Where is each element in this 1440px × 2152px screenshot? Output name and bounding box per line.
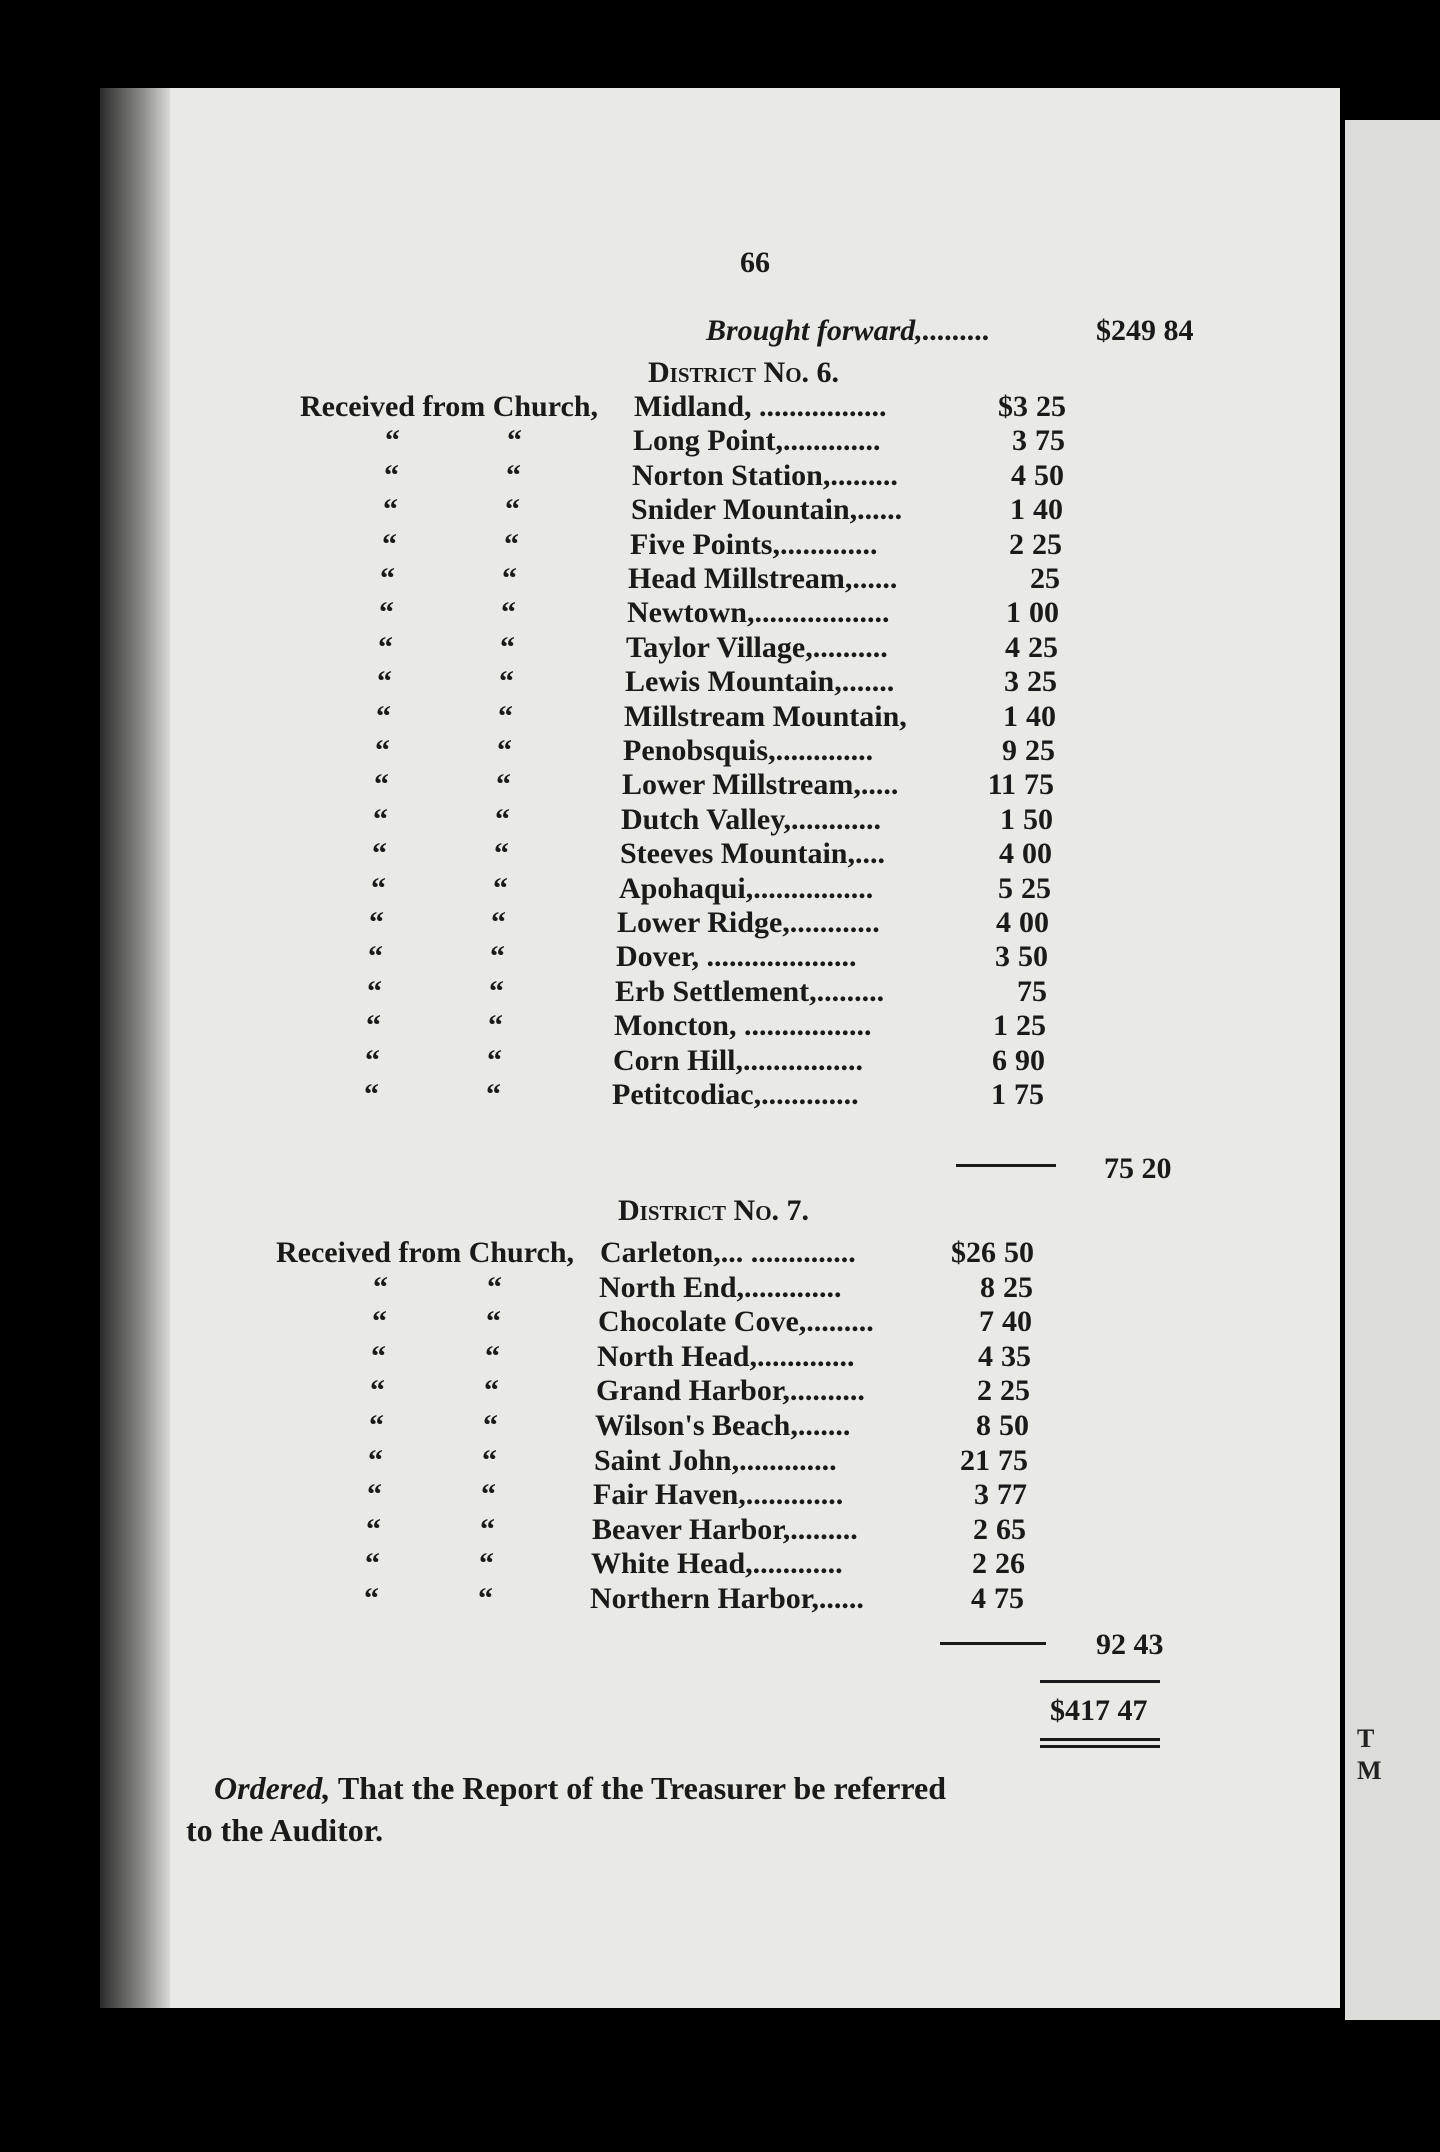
district-7-subtotal: 92 43 xyxy=(1096,1628,1164,1661)
amount-cents: 00 xyxy=(1022,837,1052,871)
amount-dollars: 8 xyxy=(980,1270,995,1304)
amount-cents: 75 xyxy=(1017,974,1047,1008)
ditto-mark: “ xyxy=(493,871,508,905)
ditto-mark: “ xyxy=(483,1409,498,1442)
contribution-row xyxy=(100,872,1340,906)
ditto-mark: “ xyxy=(497,734,512,767)
amount-cents: 25 xyxy=(1027,665,1057,699)
ditto-mark: “ xyxy=(368,940,383,974)
church-name: Snider Mountain,...... xyxy=(631,493,903,527)
district-7-heading: District No. 7. xyxy=(618,1194,810,1227)
amount-dollars: 1 xyxy=(1003,699,1018,733)
contribution-row xyxy=(100,734,1340,768)
contribution-row xyxy=(100,1305,1340,1339)
church-name: Long Point,............. xyxy=(633,424,881,458)
contribution-row xyxy=(100,1374,1340,1408)
amount-cents: 25 xyxy=(1016,1009,1046,1043)
church-name: Carleton,... .............. xyxy=(600,1236,856,1269)
amount-dollars: 1 xyxy=(1000,802,1015,836)
facing-page-edge xyxy=(1345,120,1440,2020)
ditto-mark: “ xyxy=(366,1512,381,1546)
contribution-row xyxy=(100,1582,1340,1616)
amount-cents: 40 xyxy=(1002,1305,1032,1339)
ditto-mark: “ xyxy=(491,906,506,939)
brought-forward-label: Brought forward,......... xyxy=(706,314,991,347)
ditto-mark: “ xyxy=(495,802,510,836)
ditto-mark: “ xyxy=(504,527,519,561)
amount-dollars: 1 xyxy=(991,1078,1006,1111)
contribution-row xyxy=(100,700,1340,734)
contribution-row xyxy=(100,803,1340,837)
received-from-label: Received from Church, xyxy=(276,1236,575,1269)
church-name: Lower Millstream,..... xyxy=(622,768,899,802)
amount-dollars: 4 xyxy=(1011,458,1026,492)
ditto-mark: “ xyxy=(364,1582,379,1615)
amount-dollars: 5 xyxy=(998,871,1013,905)
amount-cents: 25 xyxy=(1021,871,1051,905)
church-name: White Head,............ xyxy=(591,1547,843,1581)
contribution-row xyxy=(100,1444,1340,1478)
brought-forward-amount: $249 84 xyxy=(1096,314,1194,347)
ditto-mark: “ xyxy=(369,906,384,939)
ditto-mark: “ xyxy=(373,1270,388,1304)
contribution-row xyxy=(100,665,1340,699)
church-name: Moncton, ................. xyxy=(614,1009,872,1043)
church-name: Northern Harbor,...... xyxy=(590,1582,864,1615)
amount-dollars: 4 xyxy=(978,1339,993,1373)
amount-dollars: 2 xyxy=(972,1547,987,1581)
ditto-mark: “ xyxy=(484,1374,499,1408)
church-name: Penobsquis,............. xyxy=(623,734,874,767)
ditto-mark: “ xyxy=(494,837,509,871)
ditto-mark: “ xyxy=(371,871,386,905)
grand-total: $417 47 xyxy=(1050,1694,1148,1727)
amount-dollars: 4 xyxy=(1005,630,1020,664)
grand-total-double-rule-2 xyxy=(1040,1745,1160,1748)
ditto-mark: “ xyxy=(364,1078,379,1111)
contribution-row xyxy=(100,1340,1340,1374)
contribution-row xyxy=(100,390,1340,424)
amount-dollars: 2 xyxy=(977,1374,992,1408)
contribution-row xyxy=(100,1078,1340,1112)
church-name: Chocolate Cove,......... xyxy=(598,1305,874,1339)
ditto-mark: “ xyxy=(498,699,513,733)
amount-cents: 25 xyxy=(1028,630,1058,664)
amount-dollars: 1 xyxy=(1006,596,1021,630)
ditto-mark: “ xyxy=(372,1305,387,1339)
ditto-mark: “ xyxy=(486,1078,501,1111)
ditto-mark: “ xyxy=(367,1478,382,1512)
amount-cents: 40 xyxy=(1033,493,1063,527)
ditto-mark: “ xyxy=(382,527,397,561)
ditto-mark: “ xyxy=(379,596,394,630)
ditto-mark: “ xyxy=(507,424,522,458)
amount-dollars: 11 xyxy=(987,768,1016,802)
church-name: Norton Station,......... xyxy=(632,458,898,492)
facing-fragment-2: M xyxy=(1357,1756,1382,1785)
ordered-line-2: to the Auditor. xyxy=(186,1812,384,1848)
ditto-mark: “ xyxy=(376,699,391,733)
ditto-mark: “ xyxy=(487,1043,502,1077)
amount-dollars: 9 xyxy=(1002,734,1017,767)
church-name: Wilson's Beach,....... xyxy=(595,1409,851,1442)
contribution-row xyxy=(100,906,1340,940)
church-name: Dover, .................... xyxy=(616,940,857,974)
ordered-text: That the Report of the Treasurer be referred xyxy=(330,1770,947,1806)
contribution-row xyxy=(100,1009,1340,1043)
ditto-mark: “ xyxy=(365,1547,380,1581)
amount-dollars: 1 xyxy=(1010,493,1025,527)
amount-cents: 50 xyxy=(1034,458,1064,492)
ordered-line-1 xyxy=(214,1768,946,1808)
contribution-row xyxy=(100,528,1340,562)
ditto-mark: “ xyxy=(481,1478,496,1512)
contribution-row xyxy=(100,459,1340,493)
church-name: Lower Ridge,............ xyxy=(617,906,880,939)
amount-cents: 00 xyxy=(1029,596,1059,630)
ditto-mark: “ xyxy=(378,630,393,664)
ditto-mark: “ xyxy=(374,768,389,802)
church-name: Five Points,............. xyxy=(630,527,878,561)
contribution-row xyxy=(100,940,1340,974)
ditto-mark: “ xyxy=(385,424,400,458)
ordered-lead: Ordered, xyxy=(214,1770,331,1806)
amount-cents: 75 xyxy=(994,1582,1024,1615)
amount-cents: 75 xyxy=(998,1443,1028,1477)
ditto-mark: “ xyxy=(486,1305,501,1339)
church-name: Newtown,.................. xyxy=(627,596,890,630)
amount-dollars: $26 xyxy=(951,1236,996,1269)
ditto-mark: “ xyxy=(505,493,520,527)
amount-cents: 75 xyxy=(1024,768,1054,802)
contribution-row xyxy=(100,631,1340,665)
ditto-mark: “ xyxy=(499,665,514,699)
ditto-mark: “ xyxy=(366,1009,381,1043)
ditto-mark: “ xyxy=(367,974,382,1008)
amount-cents: 26 xyxy=(995,1547,1025,1581)
district-6-subtotal: 75 20 xyxy=(1104,1152,1172,1185)
amount-cents: 25 xyxy=(1030,562,1060,595)
amount-dollars: 3 xyxy=(974,1478,989,1512)
amount-dollars: 21 xyxy=(960,1443,990,1477)
church-name: Petitcodiac,............. xyxy=(612,1078,859,1111)
church-name: Lewis Mountain,....... xyxy=(625,665,895,699)
church-name: Taylor Village,.......... xyxy=(626,630,888,664)
amount-dollars: 2 xyxy=(1009,527,1024,561)
ditto-mark: “ xyxy=(372,837,387,871)
district-6-heading: District No. 6. xyxy=(648,356,840,389)
amount-dollars: 4 xyxy=(996,906,1011,939)
contribution-row xyxy=(100,768,1340,802)
amount-dollars: 4 xyxy=(971,1582,986,1615)
contribution-row xyxy=(100,1409,1340,1443)
ditto-mark: “ xyxy=(377,665,392,699)
ditto-mark: “ xyxy=(384,458,399,492)
church-name: Midland, ................. xyxy=(634,390,887,423)
ditto-mark: “ xyxy=(506,458,521,492)
contribution-row xyxy=(100,562,1340,596)
ditto-mark: “ xyxy=(383,493,398,527)
contribution-row xyxy=(100,1478,1340,1512)
ditto-mark: “ xyxy=(375,734,390,767)
facing-fragment-1: T xyxy=(1357,1724,1375,1753)
ditto-mark: “ xyxy=(478,1582,493,1615)
grand-total-double-rule-1 xyxy=(1040,1738,1160,1741)
amount-dollars: 2 xyxy=(973,1512,988,1546)
ditto-mark: “ xyxy=(500,630,515,664)
contribution-row xyxy=(100,975,1340,1009)
amount-dollars: $3 xyxy=(998,390,1028,423)
amount-dollars: 6 xyxy=(992,1043,1007,1077)
amount-cents: 40 xyxy=(1026,699,1056,733)
amount-dollars: 3 xyxy=(1012,424,1027,458)
amount-dollars: 8 xyxy=(976,1409,991,1442)
amount-cents: 75 xyxy=(1014,1078,1044,1111)
book-page xyxy=(100,88,1340,2008)
ditto-mark: “ xyxy=(488,1009,503,1043)
amount-dollars: 3 xyxy=(995,940,1010,974)
amount-cents: 77 xyxy=(997,1478,1027,1512)
contribution-row xyxy=(100,424,1340,458)
page-number: 66 xyxy=(740,246,770,279)
contribution-row xyxy=(100,1271,1340,1305)
church-name: Apohaqui,................ xyxy=(619,871,874,905)
ditto-mark: “ xyxy=(380,562,395,595)
church-name: Erb Settlement,......... xyxy=(615,974,885,1008)
contribution-row xyxy=(100,1236,1340,1270)
church-name: Steeves Mountain,.... xyxy=(620,837,885,871)
church-name: Dutch Valley,............ xyxy=(621,802,882,836)
district-7-sum-rule xyxy=(940,1642,1046,1645)
contribution-row xyxy=(100,1547,1340,1581)
amount-cents: 25 xyxy=(1003,1270,1033,1304)
ditto-mark: “ xyxy=(479,1547,494,1581)
amount-cents: 25 xyxy=(1000,1374,1030,1408)
district-6-sum-rule xyxy=(956,1164,1056,1167)
church-name: Grand Harbor,.......... xyxy=(596,1374,865,1408)
amount-cents: 65 xyxy=(996,1512,1026,1546)
amount-cents: 90 xyxy=(1015,1043,1045,1077)
amount-cents: 75 xyxy=(1035,424,1065,458)
church-name: Beaver Harbor,......... xyxy=(592,1512,858,1546)
ditto-mark: “ xyxy=(501,596,516,630)
amount-dollars: 1 xyxy=(993,1009,1008,1043)
church-name: Fair Haven,............. xyxy=(593,1478,844,1512)
amount-cents: 25 xyxy=(1036,390,1066,423)
amount-cents: 50 xyxy=(1004,1236,1034,1269)
contribution-row xyxy=(100,1513,1340,1547)
ditto-mark: “ xyxy=(365,1043,380,1077)
amount-cents: 50 xyxy=(1023,802,1053,836)
amount-cents: 50 xyxy=(999,1409,1029,1442)
church-name: Millstream Mountain, xyxy=(624,699,907,733)
received-from-label: Received from Church, xyxy=(300,390,599,423)
ditto-mark: “ xyxy=(485,1339,500,1373)
contribution-row xyxy=(100,837,1340,871)
church-name: Corn Hill,................ xyxy=(613,1043,864,1077)
ditto-mark: “ xyxy=(480,1512,495,1546)
amount-cents: 25 xyxy=(1025,734,1055,767)
ditto-mark: “ xyxy=(373,802,388,836)
church-name: North Head,............. xyxy=(597,1339,855,1373)
amount-cents: 50 xyxy=(1018,940,1048,974)
ditto-mark: “ xyxy=(489,974,504,1008)
amount-cents: 00 xyxy=(1019,906,1049,939)
church-name: Head Millstream,...... xyxy=(628,562,898,595)
amount-dollars: 3 xyxy=(1004,665,1019,699)
contribution-row xyxy=(100,493,1340,527)
amount-cents: 25 xyxy=(1032,527,1062,561)
grand-total-rule-top xyxy=(1040,1680,1160,1683)
amount-dollars: 7 xyxy=(979,1305,994,1339)
ditto-mark: “ xyxy=(502,562,517,595)
contribution-row xyxy=(100,596,1340,630)
ditto-mark: “ xyxy=(368,1443,383,1477)
ditto-mark: “ xyxy=(371,1339,386,1373)
contribution-row xyxy=(100,1044,1340,1078)
church-name: North End,............. xyxy=(599,1270,842,1304)
ditto-mark: “ xyxy=(490,940,505,974)
church-name: Saint John,............. xyxy=(594,1443,837,1477)
amount-dollars: 4 xyxy=(999,837,1014,871)
ditto-mark: “ xyxy=(369,1409,384,1442)
ditto-mark: “ xyxy=(370,1374,385,1408)
ditto-mark: “ xyxy=(482,1443,497,1477)
ditto-mark: “ xyxy=(487,1270,502,1304)
ditto-mark: “ xyxy=(496,768,511,802)
amount-cents: 35 xyxy=(1001,1339,1031,1373)
